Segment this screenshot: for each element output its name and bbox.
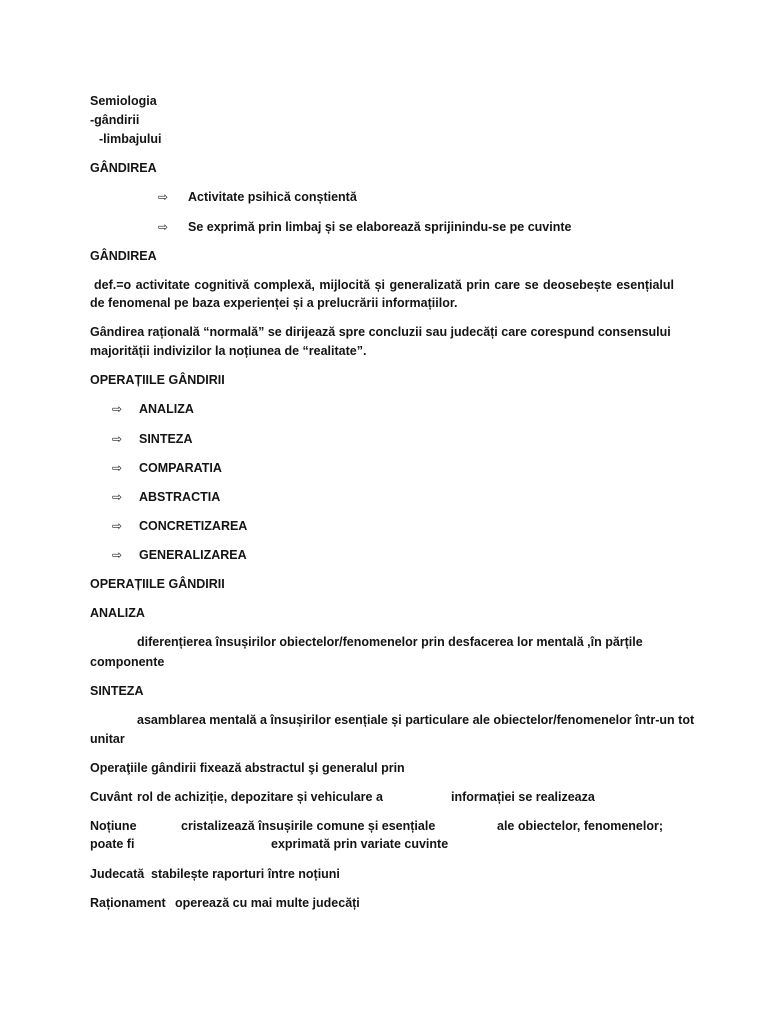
term-judecata: Judecată [90,867,145,881]
judecata-text: stabilește raporturi între noțiuni [151,867,340,881]
operatie-item [112,459,222,477]
definition-line-2: de fenomenal pe baza experienței și a prelucrării informațiilor. [90,296,458,310]
title-item-limbajului: -limbajului [99,132,162,146]
arrow-right-icon: ⇨ [112,519,123,533]
rational-line-1: Gândirea rațională “normală” se dirijează spre concluzii sau judecăți care corespund consensului [90,325,671,339]
operatie-label: CONCRETIZAREA [139,519,248,533]
cuvant-text-a: rol de achiziție, depozitare și vehiculare a [137,790,383,804]
operatie-label: ANALIZA [139,402,194,416]
arrow-right-icon: ⇨ [112,490,123,504]
rationament-text: operează cu mai multe judecăți [175,896,360,910]
term-notiune: Noțiune [90,819,137,833]
operatiile-text: Operaţiile gândirii fixează abstractul şi generalul prin [90,761,405,775]
arrow-right-icon: ⇨ [158,220,169,234]
bullet-item [158,218,571,236]
arrow-right-icon: ⇨ [112,461,123,475]
arrow-right-icon: ⇨ [112,548,123,562]
heading-analiza: ANALIZA [90,606,145,620]
heading-sinteza: SINTEZA [90,684,144,698]
bullet-item [158,188,357,206]
operatie-label: ABSTRACTIA [139,490,221,504]
arrow-right-icon: ⇨ [158,190,169,204]
definition-line-1: def.=o activitate cognitivă complexă, mijlocită și generalizată prin care se deosebește esențialul [94,278,674,292]
heading-operatii-1: OPERAȚIILE GÂNDIRII [90,373,225,387]
bullet-text: Se exprimă prin limbaj și se elaborează sprijinindu-se pe cuvinte [188,220,572,234]
heading-gandirea-1: GÂNDIREA [90,161,157,175]
notiune-text-c: poate fi [90,837,135,851]
sinteza-line-2: unitar [90,732,125,746]
operatie-item [112,400,194,418]
operatie-item [112,517,247,535]
notiune-text-a: cristalizează însușirile comune și esențiale [181,819,436,833]
title-item-gandirii: -gândirii [90,113,140,127]
heading-gandirea-2: GÂNDIREA [90,249,157,263]
operatie-item [112,430,192,448]
analiza-line-1: diferențierea însușirilor obiectelor/fenomenelor prin desfacerea lor mentală ,în părțile [137,635,643,649]
notiune-text-b: ale obiectelor, fenomenelor; [497,819,664,833]
operatie-label: SINTEZA [139,432,193,446]
term-rationament: Raționament [90,896,166,910]
arrow-right-icon: ⇨ [112,432,123,446]
operatie-item [112,546,247,564]
operatie-item [112,488,220,506]
operatie-label: COMPARATIA [139,461,222,475]
sinteza-line-1: asamblarea mentală a însușirilor esențiale și particulare ale obiectelor/fenomenelor într-un tot [137,713,695,727]
rational-line-2: majorității indivizilor la noțiunea de “realitate”. [90,344,367,358]
analiza-line-2: componente [90,655,165,669]
operatie-label: GENERALIZAREA [139,548,247,562]
notiune-text-d: exprimată prin variate cuvinte [271,837,449,851]
term-cuvant: Cuvânt [90,790,133,804]
document-title: Semiologia [90,94,157,108]
arrow-right-icon: ⇨ [112,402,123,416]
heading-operatii-2: OPERAȚIILE GÂNDIRII [90,577,225,591]
bullet-text: Activitate psihică conștientă [188,190,357,204]
cuvant-text-b: informației se realizeaza [451,790,595,804]
